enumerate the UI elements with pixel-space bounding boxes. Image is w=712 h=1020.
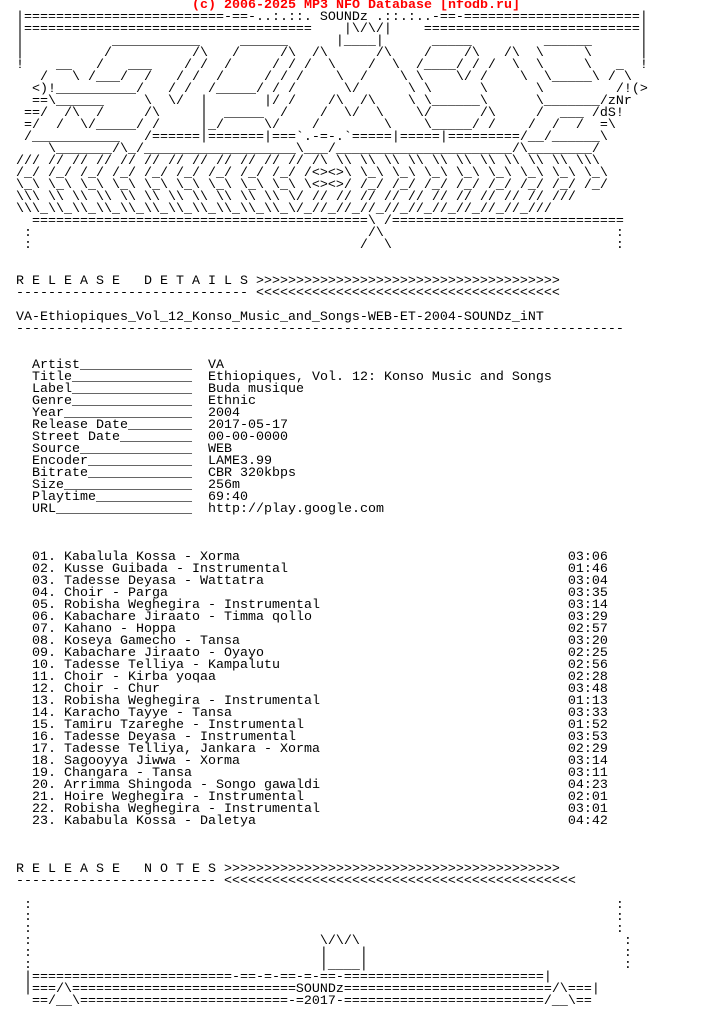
release-notes-title: R E L E A S E N O T E S: [16, 862, 216, 877]
footer-art-line: : :: [16, 922, 624, 937]
track-title: Tadesse Deyasa - Wattatra: [64, 574, 264, 589]
spacer: [16, 516, 648, 528]
banner-art-line: ==========================================\ /=============================: [16, 214, 624, 229]
detail-value: VA: [207, 358, 224, 373]
track-time: 01:52: [567, 718, 608, 733]
track-title: Kusse Guibada - Instrumental: [64, 562, 288, 577]
track-number: 04.: [16, 586, 64, 601]
release-details-title: R E L E A S E D E T A I L S: [16, 274, 248, 289]
track-number: 08.: [16, 634, 64, 649]
track-title: Tamiru Tzareghe - Instrumental: [64, 718, 304, 733]
track-title: Tadesse Deyasa - Instrumental: [64, 730, 296, 745]
soundz-banner-art: [16, 0, 648, 252]
track-time: 03:04: [567, 574, 608, 589]
detail-leader: _____________: [87, 454, 192, 469]
track-number: 10.: [16, 658, 64, 673]
track-time: 03:33: [567, 706, 608, 721]
banner-art-line: / \ /___/ / / / / / / / \ / \ \ \/ / \ \_____\ / \: [16, 70, 648, 85]
banner-art-line: \_\ \_\ \_\ \_\ \_\ \_\ \_\ \_\ \_\ \<><>/ /_/ /_/ /_/ /_/ /_/ /_/ /_/ /_/: [16, 178, 608, 193]
track-title: Kahano - Hoppa: [64, 622, 176, 637]
detail-leader: _________________: [56, 502, 192, 517]
track-number: 01.: [16, 550, 64, 565]
detail-label: Bitrate: [16, 466, 88, 481]
detail-label: Street Date: [16, 430, 120, 445]
tracklist: [16, 552, 648, 852]
detail-label: Source: [16, 442, 80, 457]
detail-leader: _______________: [72, 370, 192, 385]
track-title: Tadesse Telliya - Kampalutu: [64, 658, 280, 673]
footer-art-line: : | | :: [16, 946, 632, 961]
track-time: 01:46: [567, 562, 608, 577]
detail-value: http://play.google.com: [207, 502, 384, 517]
detail-leader: ________________: [64, 406, 192, 421]
detail-value: 256m: [207, 478, 240, 493]
track-time: 03:01: [567, 802, 608, 817]
track-title: Robisha Weghegira - Instrumental: [64, 694, 320, 709]
track-time: 02:28: [567, 670, 608, 685]
track-title: Choir - Kirba yoqaa: [64, 670, 216, 685]
detail-leader: ______________: [80, 442, 192, 457]
detail-label: Label: [16, 382, 72, 397]
track-time: 03:06: [567, 550, 608, 565]
track-number: 09.: [16, 646, 64, 661]
track-number: 18.: [16, 754, 64, 769]
track-gap: [256, 814, 568, 829]
release-details-header: R E L E A S E D E T A I L S >>>>>>>>>>>>>>>>>>>>>>>>>>>>>>>>>>>>>>: [16, 274, 560, 289]
banner-art-line: |=========================-==-..:.::. SOUNDz .::.:..-==-======================|: [16, 10, 648, 25]
track-number: 21.: [16, 790, 64, 805]
track-number: 23.: [16, 814, 64, 829]
track-title: Robisha Weghegira - Instrumental: [64, 598, 320, 613]
details-table: [16, 348, 648, 540]
track-title: Tadesse Telliya, Jankara - Xorma: [64, 742, 320, 757]
banner-art-line: ==\______ \ \/ | |/ / /\ /\ \ \______\ \_______/zNr: [16, 94, 632, 109]
detail-leader: _______________: [72, 394, 192, 409]
detail-value: LAME3.99: [207, 454, 272, 469]
track-time: 02:56: [567, 658, 608, 673]
banner-art-line: \\\_\\_\\_\\_\\_\\_\\_\\_\\_\\_\\_\/_//_//_//_//_//_//_//_//_//_///: [16, 202, 552, 217]
detail-label: URL: [16, 502, 56, 517]
detail-label: Release Date: [16, 418, 128, 433]
detail-leader: ________________: [64, 478, 192, 493]
track-number: 16.: [16, 730, 64, 745]
banner-art-line: /___________ /======|=======|===`.-=-.`=====|=====|=========/__/______\: [16, 130, 608, 145]
banner-art-line: |==================================== |\/\/| ===========================|: [16, 22, 648, 37]
track-number: 15.: [16, 718, 64, 733]
track-number: 11.: [16, 670, 64, 685]
nfo-document: [16, 0, 648, 1008]
banner-art-line: \_______/\_/___________________\___/______________________/\________/: [16, 142, 600, 157]
detail-value: WEB: [207, 442, 232, 457]
track-title: Kabachare Jiraato - Timma qollo: [64, 610, 312, 625]
detail-leader: _______________: [72, 382, 192, 397]
detail-label: Title: [16, 370, 72, 385]
release-notes-underline: ------------------------- <<<<<<<<<<<<<<<<<<<<<<<<<<<<<<<<<<<<<<<<<<<<: [16, 874, 576, 889]
nfodb-credit: (c) 2006-2025 MP3 NFO Database [nfodb.ru]: [192, 0, 520, 13]
release-name-rule: ----------------------------------------------------------------------------: [16, 322, 624, 337]
detail-leader: ____________: [95, 490, 192, 505]
track-title: Kabalula Kossa - Xorma: [64, 550, 240, 565]
footer-art-line: : \/\/\ :: [16, 934, 632, 949]
detail-row: [16, 504, 648, 516]
spacer: [16, 528, 648, 540]
track-number: 05.: [16, 598, 64, 613]
track-number: 17.: [16, 742, 64, 757]
track-title: Hoire Weghegira - Instrumental: [64, 790, 304, 805]
detail-label: Playtime: [16, 490, 96, 505]
footer-art-line: : :: [16, 898, 624, 913]
footer-art-line: |===/\============================SOUNDz==========================/\===|: [16, 982, 600, 997]
track-number: 02.: [16, 562, 64, 577]
detail-leader: _____________: [87, 466, 192, 481]
footer-art: [16, 900, 648, 1008]
track-time: 03:53: [567, 730, 608, 745]
track-time: 03:14: [567, 598, 608, 613]
track-number: 03.: [16, 574, 64, 589]
track-time: 02:01: [567, 790, 608, 805]
detail-value: 69:40: [207, 490, 248, 505]
detail-value: 2004: [207, 406, 240, 421]
track-time: 02:25: [567, 646, 608, 661]
detail-leader: _________: [119, 430, 192, 445]
banner-art-line: ! __ / ___ / / / / / / \ / \ /____/ / / \ \ \ _ !: [16, 58, 648, 73]
track-number: 19.: [16, 766, 64, 781]
track-number: 22.: [16, 802, 64, 817]
banner-art-line: \\\ \\ \\ \\ \\ \\ \\ \\ \\ \\ \\ \/ // // // // // // // // // // ///: [16, 190, 576, 205]
detail-label: Genre: [16, 394, 72, 409]
banner-art-line: <)!__________/ / / /_____/ / / \/ \ \ \ \ /!(>: [16, 82, 648, 97]
track-title: Robisha Weghegira - Instrumental: [64, 802, 320, 817]
track-time: 03:14: [567, 754, 608, 769]
track-time: 02:29: [567, 742, 608, 757]
track-time: 03:20: [567, 634, 608, 649]
footer-art-line: : |____| :: [16, 958, 632, 973]
banner-art-line: =/ / \/_____/ / |_/ \/ / \ \_____/ / / / / =\: [16, 118, 616, 133]
track-time: 03:48: [567, 682, 608, 697]
banner-art-line: | / /\ / /\ /\ /\ / /\ /\ \ \ |: [16, 46, 648, 61]
track-title: Kababula Kossa - Daletya: [64, 814, 256, 829]
spacer: [16, 840, 648, 852]
detail-label: Encoder: [16, 454, 88, 469]
footer-art-line: ==/__\==========================-=2017-=========================/__\==: [16, 994, 592, 1009]
track-time: 03:35: [567, 586, 608, 601]
track-title: Choir - Chur: [64, 682, 160, 697]
track-row: [16, 816, 648, 828]
track-number: 12.: [16, 682, 64, 697]
detail-value: CBR 320kbps: [207, 466, 296, 481]
detail-leader: ______________: [80, 358, 192, 373]
banner-art-line: : /\ :: [16, 226, 624, 241]
detail-value: Buda musique: [207, 382, 304, 397]
track-number: 06.: [16, 610, 64, 625]
track-title: Sagooyya Jiwwa - Xorma: [64, 754, 240, 769]
footer-art-line: |=========================-==-=-==-=-==-=========================|: [16, 970, 552, 985]
track-time: 03:11: [567, 766, 608, 781]
footer-art-line: : :: [16, 910, 624, 925]
banner-art-line: ==/ /\ / /\ | _____ / / \/ \ \/ /\ / ___ /dS!: [16, 106, 624, 121]
release-name: VA-Ethiopiques_Vol_12_Konso_Music_and_Songs-WEB-ET-2004-SOUNDz_iNT: [16, 310, 544, 325]
track-title: Arrimma Shingoda - Songo gawaldi: [64, 778, 320, 793]
release-details-underline: ----------------------------- <<<<<<<<<<<<<<<<<<<<<<<<<<<<<<<<<<<<<<: [16, 286, 560, 301]
detail-label: Artist: [16, 358, 80, 373]
track-time: 04:42: [567, 814, 608, 829]
detail-value: Ethnic: [207, 394, 256, 409]
track-number: 14.: [16, 706, 64, 721]
detail-value: 2017-05-17: [207, 418, 288, 433]
detail-value: 00-00-0000: [207, 430, 288, 445]
track-title: Karacho Tayye - Tansa: [64, 706, 232, 721]
banner-art-line: /// // // // // // // // // // // // /\ \\ \\ \\ \\ \\ \\ \\ \\ \\ \\ \\\: [16, 154, 600, 169]
release-notes-header: R E L E A S E N O T E S >>>>>>>>>>>>>>>>>>>>>>>>>>>>>>>>>>>>>>>>>>: [16, 862, 560, 877]
track-time: 03:29: [567, 610, 608, 625]
banner-art-line: /_/ /_/ /_/ /_/ /_/ /_/ /_/ /_/ /_/ /<><>\ \_\ \_\ \_\ \_\ \_\ \_\ \_\ \_\: [16, 166, 608, 181]
track-title: Kabachare Jiraato - Oyayo: [64, 646, 264, 661]
detail-value: Ethiopiques, Vol. 12: Konso Music and Songs: [207, 370, 552, 385]
track-time: 04:23: [567, 778, 608, 793]
track-title: Changara - Tansa: [64, 766, 192, 781]
track-title: Koseya Gamecho - Tansa: [64, 634, 240, 649]
track-number: 13.: [16, 694, 64, 709]
spacer: [16, 828, 648, 840]
track-number: 20.: [16, 778, 64, 793]
track-time: 02:57: [567, 622, 608, 637]
track-number: 07.: [16, 622, 64, 637]
track-title: Choir - Parga: [64, 586, 168, 601]
banner-art-line: | ___________ ______ |____| _____ ______ |: [16, 34, 648, 49]
detail-leader: ________: [127, 418, 192, 433]
track-time: 01:13: [567, 694, 608, 709]
banner-art-line: : / \ :: [16, 238, 624, 253]
detail-label: Size: [16, 478, 64, 493]
detail-label: Year: [16, 406, 64, 421]
